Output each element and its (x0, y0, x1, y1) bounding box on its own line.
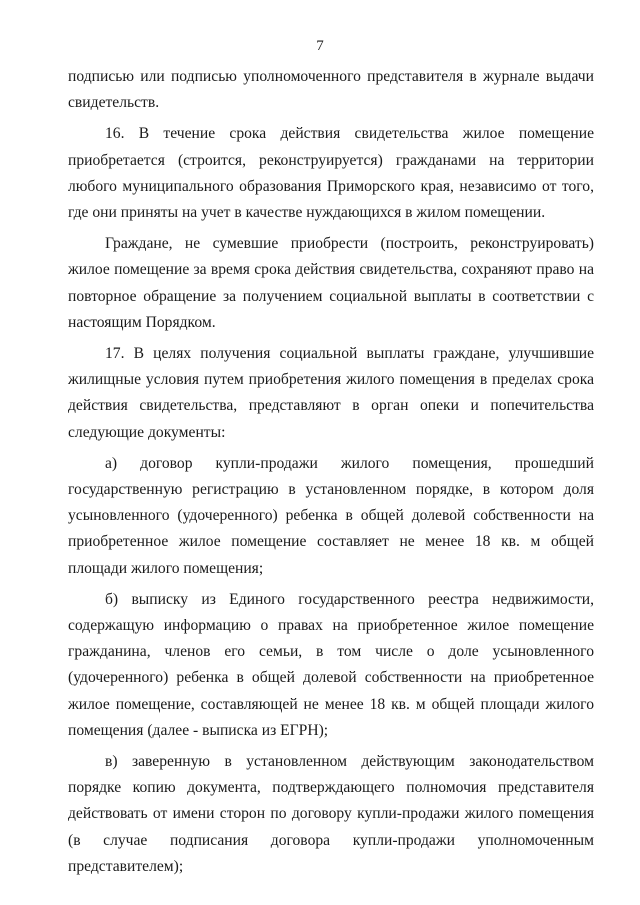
paragraph-item-17: 17. В целях получения социальной выплаты граждане, улучшившие жилищные условия путем приобретения жилого помещения в пределах срока действия свидетельства, представляют в орган опеки и попечительства следующие документы: (68, 345, 594, 441)
paragraph-repeat-application: Граждане, не сумевшие приобрести (построить, реконструировать) жилое помещение за время срока действия свидетельства, сохраняют право на повторное обращение за получением социальной выплаты в соответствии с настоящим Порядком. (68, 235, 594, 331)
document-body (68, 64, 594, 880)
subitem-a: а) договор купли-продажи жилого помещения, прошедший государственную регистрацию в установленном порядке, в котором доля усыновленного (удочеренного) ребенка в общей долевой собственности на приобретенное жилое помещение составляет не менее 18 кв. м общей площади жилого помещения; (68, 454, 594, 577)
paragraph-continuation: подписью или подписью уполномоченного представителя в журнале выдачи свидетельств. (68, 68, 594, 112)
page-number: 7 (316, 38, 324, 54)
subitem-v: в) заверенную в установленном действующим законодательством порядке копию документа, подтверждающего полномочия представителя действовать от имени сторон по договору купли-продажи жилого помещения (в случае подписания договора купли-продажи уполномоченным представителем); (68, 753, 594, 875)
paragraph-item-16: 16. В течение срока действия свидетельства жилое помещение приобретается (строится, реконструируется) гражданами на территории любого муниципального образования Приморского края, независимо от того, где они приняты на учет в качестве нуждающихся в жилом помещении. (68, 125, 594, 222)
subitem-b: б) выписку из Единого государственного реестра недвижимости, содержащую информацию о правах на приобретенное жилое помещение гражданина, членов его семьи, в том числе о доле усыновленного (удочеренного) ребенка в общей долевой собственности на приобретенное жилое помещение, составляющей не менее 18 кв. м общей площади жилого помещения (далее - выписка из ЕГРН); (68, 590, 594, 739)
